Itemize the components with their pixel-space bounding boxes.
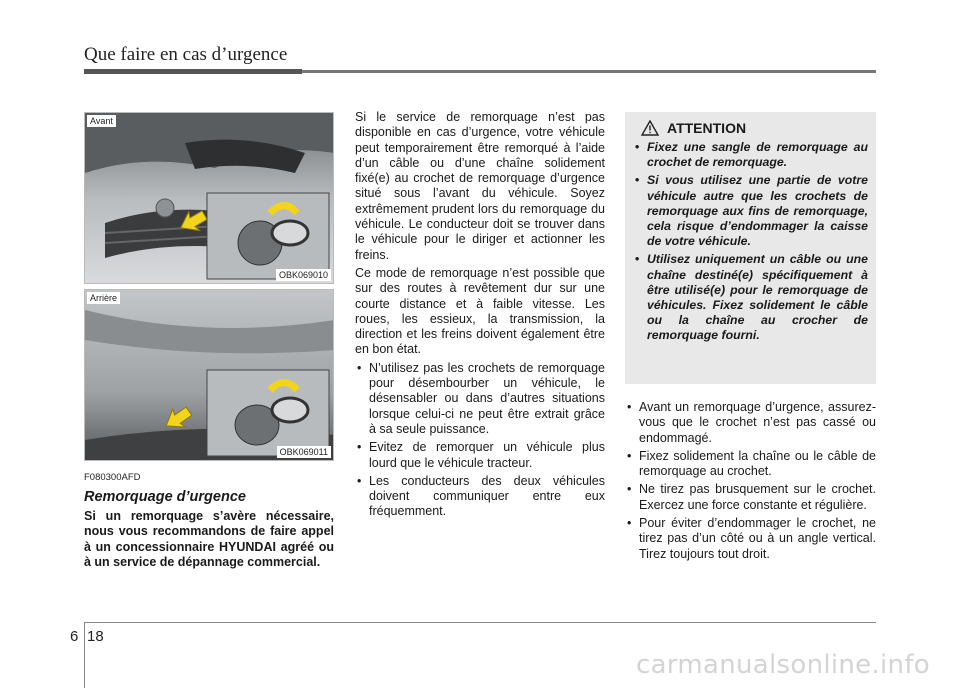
section-heading: Remorquage d’urgence <box>84 489 246 505</box>
right-column <box>625 400 876 565</box>
footer-divider <box>84 622 85 688</box>
header-rule <box>84 70 876 73</box>
warning-triangle-icon <box>641 120 659 136</box>
attention-box <box>625 112 876 384</box>
list-item: • Fixez solidement la chaîne ou le câble de remorquage au crochet. <box>625 449 876 480</box>
section-intro-text: Si un remorquage s’avère nécessaire, nous vous recommandons de faire appel à un concessionnaire HYUNDAI agréé ou à un service de dépannage commercial. <box>84 509 334 569</box>
page-number: 18 <box>87 628 104 645</box>
paragraph: Si le service de remorquage n’est pas disponible en cas d’urgence, votre véhicule peut temporairement être remorqué à l’aide d’un câble ou d’une chaîne solidement fixé(e) au crochet de remorquage d’urgence situé sous l’avant du véhicule. Soyez extrêmement prudent lors du remorquage du véhicule. Le conducteur doit se trouver dans le véhicule pour le diriger et actionner les freins. <box>355 110 605 262</box>
chapter-number: 6 <box>70 628 79 645</box>
front-photo-code: OBK069010 <box>276 269 331 281</box>
page-header-title: Que faire en cas d’urgence <box>84 44 288 65</box>
attention-title: ATTENTION <box>667 120 747 136</box>
watermark: carmanualsonline.info <box>635 650 930 680</box>
towing-rules-list <box>355 361 605 520</box>
attention-list <box>633 140 868 344</box>
front-photo-label: Avant <box>87 115 116 127</box>
list-item: • Pour éviter d’endommager le crochet, ne tirez pas d’un côté ou à un angle vertical. Tirez toujours tout droit. <box>625 516 876 562</box>
list-item: • Fixez une sangle de remorquage au crochet de remorquage. <box>633 140 868 170</box>
rear-tow-hook-photo <box>84 289 334 461</box>
middle-column <box>355 110 605 523</box>
rear-photo-code: OBK069011 <box>277 446 331 458</box>
list-item: • N’utilisez pas les crochets de remorquage pour désembourber un véhicule, le désensabler ou dans d’autres situations lorsque celui-ci ne peut être extrait grâce à sa seule puissance. <box>355 361 605 437</box>
list-item: • Les conducteurs des deux véhicules doivent communiquer entre eux fréquemment. <box>355 474 605 520</box>
list-item: • Utilisez uniquement un câble ou une chaîne destiné(e) spécifiquement à être utilisé(e) pour le remorquage de véhicules. Fixez solidement le câble ou la chaîne au crocher de remorquage fourni. <box>633 252 868 343</box>
list-item: • Avant un remorquage d’urgence, assurez-vous que le crochet n’est pas cassé ou endommagé. <box>625 400 876 446</box>
footer-rule <box>84 622 876 623</box>
attention-header <box>641 120 868 136</box>
list-item: • Evitez de remorquer un véhicule plus lourd que le véhicule tracteur. <box>355 440 605 471</box>
paragraph: Ce mode de remorquage n’est possible que sur des routes à revêtement dur sur une courte distance et à faible vitesse. Les roues, les essieux, la transmission, la direction et les freins doivent également être en bon état. <box>355 265 605 357</box>
section-code: F080300AFD <box>84 472 141 483</box>
rear-photo-label: Arrière <box>87 292 120 304</box>
front-tow-hook-photo <box>84 112 334 284</box>
hook-usage-list <box>625 400 876 562</box>
list-item: • Si vous utilisez une partie de votre véhicule autre que les crochets de remorquage aux fins de remorquage, cela risque d’endommager la caisse de votre véhicule. <box>633 173 868 249</box>
list-item: • Ne tirez pas brusquement sur le crochet. Exercez une force constante et régulière. <box>625 482 876 513</box>
section-intro-block <box>84 472 334 570</box>
